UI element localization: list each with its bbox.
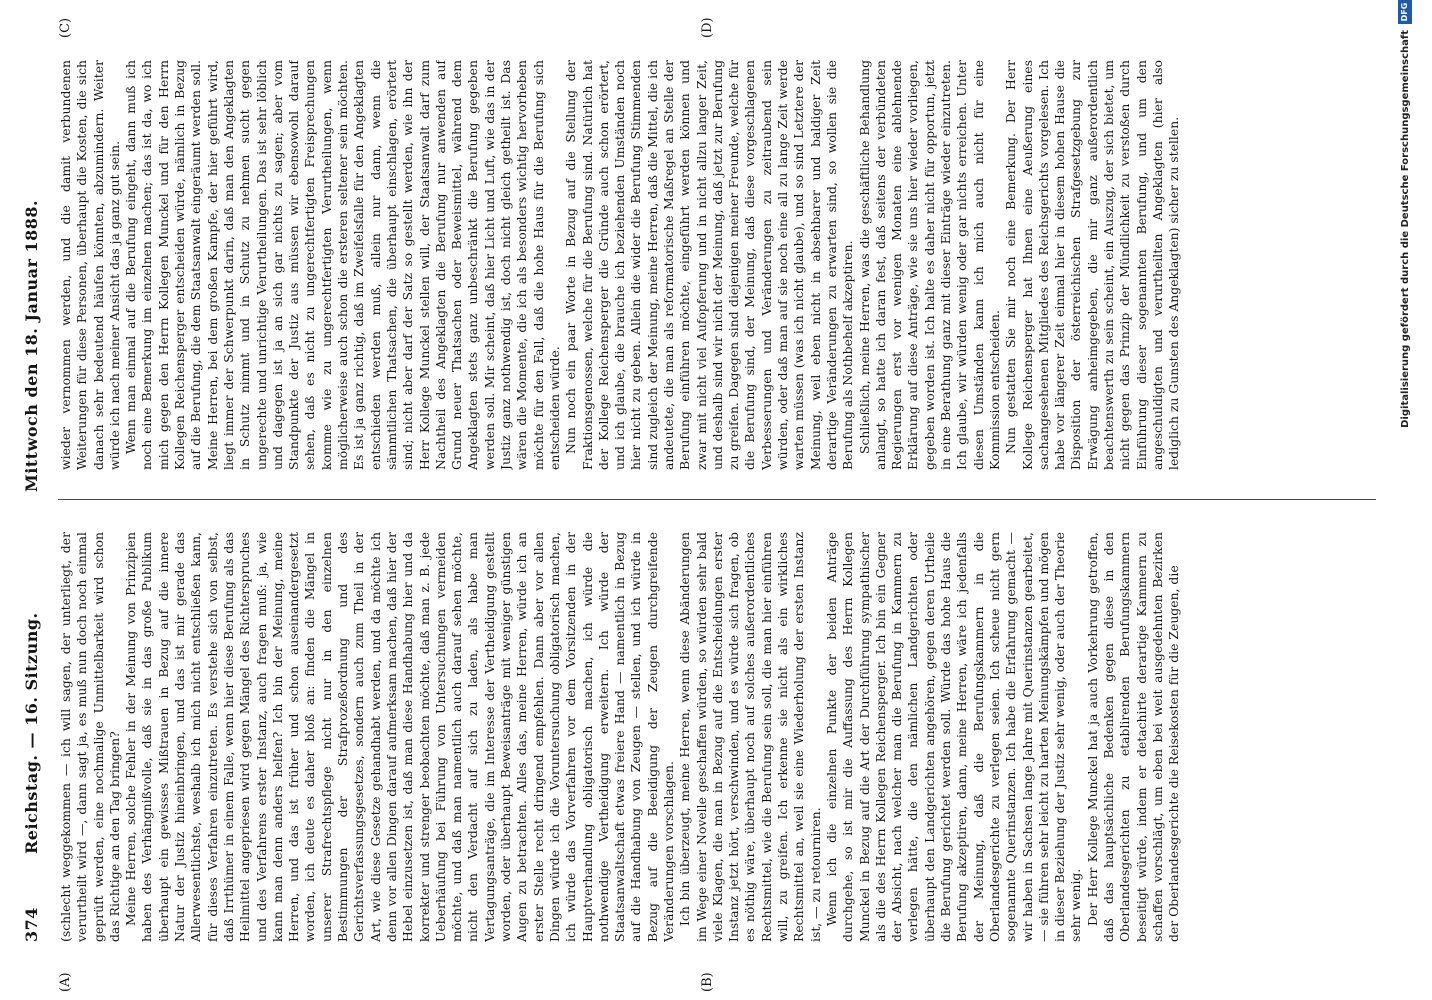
session-title: Reichstag. — 16. Sitzung. <box>22 612 41 854</box>
paragraph: wieder vernommen werden, und die damit verbundenen Weiterungen für diese Personen, überhaupt die Kosten, die sich danach sehr bedeutend häufen könnten, abzumindern. Weiter würde ich nach meiner Ansicht das ja ganz gut sein. <box>58 60 122 470</box>
digitization-credit <box>1400 0 1420 428</box>
section-marker-c: (C) <box>58 17 73 38</box>
right-text-column <box>58 60 1376 470</box>
paragraph: Meine Herren, solche Fehler in der Meinung von Prinzipien haben des Verhängnißvolle, daß sie in das große Publikum überhaupt ein gewisses Mißtrauen in Bezug auf die innere Natur der Justiz hineinbringen, und das ist mir gerade das Allerwesentlichste, weshalb ich mich nicht entschließen kann, für dieses Verfahren einzutreten. Es verstehe sich von selbst, daß Irrthümer in einem Falle, wenn hier diese Berufung als das Heilmittel angepriesen wird gegen Mängel des Richterspruches und des Verfahrens erster Instanz, auch fragen muß: ja, wie kann man denn anders helfen? Ich bin der Meinung, meine Herren, und das ist früher und schon auseinandergesetzt worden, ich deute es daher bloß an: finden die Mängel in unserer Strafrechtspflege nicht nur in den einzelnen Bestimmungen der Strafprozeßordnung und des Gerichtsverfassungsgesetzes, sondern auch zum Theil in der Art, wie diese Gesetze gehandhabt werden, und da möchte ich denn vor allen Dingen darauf aufmerksam machen, daß hier der Hebel einzusetzen ist, daß man diese Handhabung hier und da korrekter und strenger beobachten möchte, daß man z. B. jede Ueberhäufung bei Führung von Untersuchungen vermeiden möchte, und daß man namentlich auch darauf sehen möchte, nicht den Verdacht auf sich zu laden, als habe man Vertagungsanträge, die im Interesse der Vertheidigung gestellt worden, oder überhaupt Beweisanträge mit weniger günstigen Augen zu betrachten. Alles das, meine Herren, würde ich an erster Stelle recht dringend empfehlen. Dann aber vor allen Dingen würde ich die Voruntersuchung obligatorisch machen, ich würde das Vorverfahren vor dem Vorsitzenden in der Hauptverhandlung obligatorisch machen, ich würde die nothwendige Vertheidigung erweitern. Ich würde der Staatsanwaltschaft etwas freiere Hand — namentlich in Bezug auf die Handhabung von Zeugen — stellen, und ich würde in Bezug auf die Beeidigung der Zeugen durchgreifende Veränderungen vorschlagen. <box>123 532 676 942</box>
paragraph: Nun gestatten Sie mir noch eine Bemerkung. Der Herr Kollege Reichensperger hat Ihnen eine Aeußerung eines sachangesehenen Mitgliedes des Reichsgerichts vorgelesen. Ich habe vor längerer Zeit einmal hier in diesem hohen Hause die Disposition der österreichischen Strafgesetzgebung zur Erwägung anheimgegeben, die mir ganz außerordentlich beachtenswerth zu sein scheint, ein Auszug, der sich bietet, um nicht gegen das Prinzip der Mündlichkeit zu verstoßen durch Einführung dieser sogenannten Berufung, und um den angeschuldigten und verurtheilten Angeklagten (hier also lediglich zu Gunsten des Angeklagten) sicher zu stellen. <box>1003 60 1182 470</box>
page-header <box>22 62 44 942</box>
paragraph: Ich bin überzeugt, meine Herren, wenn diese Abänderungen im Wege einer Novelle geschaffen würden, so würden sehr bald viele Klagen, die man in Bezug auf die Entscheidungen erster Instanz jetzt hört, verschwinden, und es würde sich fragen, ob es nöthig wäre, überhaupt noch auf solches außerordentliches Rechtsmittel, wie die Berufung sein soll, die man hier einführen will, zu greifen. Ich erkenne sie nicht als ein wirkliches Rechtsmittel an, weil sie eine Wiederholung der ersten Instanz ist, — zu retourniren. <box>677 532 823 942</box>
dfg-logo: DFG <box>1398 0 1412 24</box>
column-divider <box>58 499 1376 500</box>
paragraph: Wenn man einmal auf die Berufung eingeht, dann muß ich noch eine Bemerkung im einzelnen machen; das ist da, wo ich mich gegen den Herrn Kollegen Munckel und für den Herrn Kollegen Reichensperger entscheiden würde, nämlich in Bezug auf die Berufung, die dem Staatsanwalt eingeräumt werden soll. Meine Herren, bei dem großen Kampfe, der hier geführt wird, liegt immer der Schwerpunkt darin, daß man den Angeklagten in Schutz nimmt und in Schutz zu nehmen sucht gegen ungerechte und unrichtige Verurtheilungen. Das ist sehr löblich und dagegen ist ja an sich gar nichts zu sagen; aber vom Standpunkte der Justiz aus müssen wir ebensowohl darauf sehen, daß es nicht zu ungerechtfertigten Freisprechungen komme wie zu ungerechtfertigten Verurtheilungen, wenn möglicherweise auch schon die ersteren seltener sein möchten. Es ist ja ganz richtig, daß im Zweifelsfalle für den Angeklagten entschieden werden muß, allein nur dann, wenn die sämmtlichen Thatsachen, die überhaupt einschlagen, erörtert sind; nicht aber darf der Satz so gestellt werden, wie ihn der Herr Kollege Munckel stellen will, der Staatsanwalt darf zum Nachtheil des Angeklagten die Berufung nur anwenden auf Grund neuer Thatsachen oder Beweismittel, während dem Angeklagten stets ganz unbeschränkt die Berufung gegeben werden soll. Mir scheint, daß hier Licht und Luft, wie das in der Justiz ganz nothwendig ist, doch nicht gleich getheilt ist. Das wären die Momente, die ich als besonders wichtig hervorheben möchte für den Fall, daß die hohe Haus für die Berufung sich entscheiden würde. <box>123 60 562 470</box>
paragraph: Der Herr Kollege Munckel hat ja auch Vorkehrung getroffen, daß das hauptsächliche Bedenken gegen diese in den Oberlandesgerichten zu etablirenden Berufungskammern beseitigt würde, indem er detachirte derartige Kammern zu schaffen vorschlägt, um eben bei weit ausgedehnten Bezirken der Oberlandesgerichte die Reisekosten für die Zeugen, die <box>1084 532 1182 942</box>
section-marker-a: (A) <box>58 972 73 992</box>
section-marker-b: (B) <box>700 972 715 992</box>
session-date: Mittwoch den 18. Januar 1888. <box>22 199 41 492</box>
credit-text: Digitalisierung gefördert durch die Deutsche Forschungsgemeinschaft <box>1400 30 1411 428</box>
paragraph: Wenn ich die einzelnen Punkte der beiden Anträge durchgehe, so ist mir die Auffassung des Herrn Kollegen Munckel in Bezug auf die Art der Durchführung sympathischer als die des Herrn Kollegen Reichensperger. Ich bin ein Gegner der Absicht, nach welcher man die Berufung in Kammern zu verlegen hätte, die den nämlichen Landgerichten oder überhaupt den Landgerichten angehören, gegen deren Urtheile die Berufung gerichtet werden soll. Würde das hohe Haus die Berufung akzeptiren, dann, meine Herren, wäre ich jedenfalls der Meinung, daß die Berufungskammern in die Oberlandesgerichte zu verlegen seien. Ich scheue nicht gern sogenannte Querinstanzen. Ich habe die Erfahrung gemacht — wir haben in Sachsen lange Jahre mit Querinstanzen gearbeitet, — sie führen sehr leicht zu harten Meinungskämpfen und mögen in dieser Beziehung der Justiz sehr wenig, oder auch der Theorie sehr wenig. <box>823 532 1084 942</box>
paragraph: Schließlich, meine Herren, was die geschäftliche Behandlung anlangt, so hatte ich daran fest, daß seitens der verbündeten Regierungen erst vor wenigen Monaten eine ablehnende Erklärung auf diese Anträge, wie sie uns hier wieder vorliegen, gegeben worden ist. Ich halte es daher nicht für opportun, jetzt in eine Berathung ganz mit dieser Einträge wieder einzutreten. Ich glaube, wir würden wenig oder gar nichts erreichen. Unter diesen Umständen kann ich mich auch nicht für eine Kommission entscheiden. <box>856 60 1002 470</box>
section-marker-d: (D) <box>700 17 715 38</box>
paragraph: (schlecht weggekommen — ich will sagen, der unterliegt, der verurtheilt wird —, dann sagt ja, es muß nun doch noch einmal geprüft werden, eine nochmalige Unmittelbarkeit wird schon das Richtige an den Tag bringen? <box>58 532 122 942</box>
left-text-column <box>58 532 1376 942</box>
paragraph: Nun noch ein paar Worte in Bezug auf die Stellung der Fraktionsgenossen, welche für die Berufung sind. Natürlich hat der Kollege Reichensperger die Gründe auch schon erörtert, und ich glaube, die brauche ich beziehenden Umständen noch hier nicht zu geben. Allein die wider die Berufung Stimmenden sind zugleich der Meinung, meine Herren, daß die Mittel, die ich andeutete, die man als reformatorische Maßregel an Stelle der Berufung einführen möchte, eingeführt werden können und zwar mit nicht viel Aufopferung und in nicht allzu langer Zeit, und deshalb sind wir nicht der Meinung, daß jetzt zur Berufung zu greifen. Dagegen sind diejenigen meiner Freunde, welche für die Berufung sind, der Meinung, daß diese vorgeschlagenen Verbesserungen und Veränderungen zu zeitraubend sein würden, oder daß man auf sie noch eine all zu lange Zeit werde warten müssen (was ich nicht glaube), und so sind Letztere der Meinung, weil eben nicht in absehbarer und baldiger Zeit derartige Veränderungen zu erwarten sind, so wollen sie die Berufung als Nothbehelf akzeptiren. <box>563 60 856 470</box>
page-number: 374 <box>22 907 41 942</box>
